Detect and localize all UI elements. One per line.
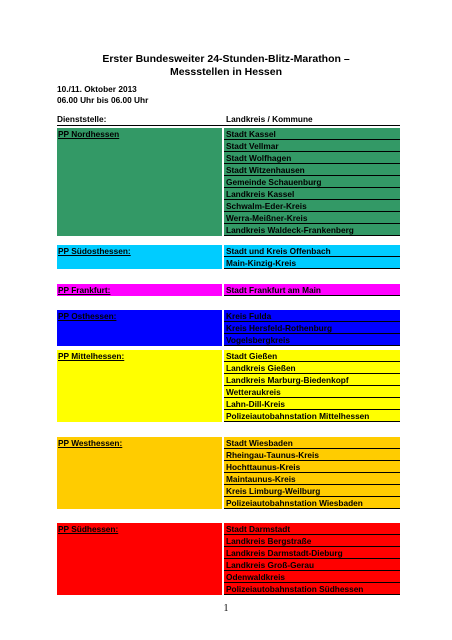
kommune-item: Lahn-Dill-Kreis: [224, 398, 400, 410]
dienststelle-cell: [57, 350, 222, 422]
kommune-item: Vogelsbergkreis: [224, 334, 400, 346]
kommune-item: Kreis Fulda: [224, 310, 400, 322]
police-district-group: [57, 245, 400, 269]
dienststelle-name: PP Nordhessen: [58, 129, 120, 139]
kommune-list: [224, 437, 400, 509]
police-district-group: [57, 523, 400, 595]
police-district-group: [57, 284, 400, 296]
kommune-item: Stadt Frankfurt am Main: [224, 284, 400, 296]
kommune-item: Kreis Hersfeld-Rothenburg: [224, 322, 400, 334]
kommune-list: [224, 128, 400, 236]
time-line: 06.00 Uhr bis 06.00 Uhr: [57, 95, 149, 105]
kommune-item: Landkreis Bergstraße: [224, 535, 400, 547]
dienststelle-name: PP Südhessen:: [58, 524, 119, 534]
kommune-item: Hochttaunus-Kreis: [224, 461, 400, 473]
kommune-item: Werra-Meißner-Kreis: [224, 212, 400, 224]
kommune-item: Stadt Darmstadt: [224, 523, 400, 535]
kommune-item: Stadt und Kreis Offenbach: [224, 245, 400, 257]
kommune-item: Landkreis Darmstadt-Dieburg: [224, 547, 400, 559]
kommune-item: Stadt Kassel: [224, 128, 400, 140]
kommune-item: Landkreis Marburg-Biedenkopf: [224, 374, 400, 386]
kommune-item: Stadt Wiesbaden: [224, 437, 400, 449]
police-district-group: [57, 310, 400, 346]
kommune-list: [224, 310, 400, 346]
dienststelle-name: PP Südosthessen:: [58, 246, 131, 256]
dienststelle-cell: [57, 523, 222, 595]
dienststelle-cell: [57, 284, 222, 296]
dienststelle-name: PP Frankfurt:: [58, 285, 111, 295]
kommune-item: Gemeinde Schauenburg: [224, 176, 400, 188]
police-district-group: [57, 128, 400, 236]
kommune-item: Landkreis Waldeck-Frankenberg: [224, 224, 400, 236]
police-district-group: [57, 350, 400, 422]
dienststelle-name: PP Westhessen:: [58, 438, 123, 448]
column-header-kommune: Landkreis / Kommune: [226, 114, 313, 124]
kommune-list: [224, 523, 400, 595]
kommune-item: Odenwaldkreis: [224, 571, 400, 583]
dienststelle-cell: [57, 437, 222, 509]
kommune-item: Stadt Witzenhausen: [224, 164, 400, 176]
dienststelle-name: PP Mittelhessen:: [58, 351, 125, 361]
dienststelle-name: PP Osthessen:: [58, 311, 117, 321]
header-divider: [57, 125, 400, 126]
document-title-line1: Erster Bundesweiter 24-Stunden-Blitz-Marathon –: [102, 53, 350, 65]
dienststelle-cell: [57, 245, 222, 269]
kommune-item: Wetteraukreis: [224, 386, 400, 398]
column-header-dienststelle: Dienststelle:: [57, 114, 107, 124]
police-district-group: [57, 437, 400, 509]
kommune-item: Schwalm-Eder-Kreis: [224, 200, 400, 212]
dienststelle-cell: [57, 310, 222, 346]
kommune-item: Polizeiautobahnstation Mittelhessen: [224, 410, 400, 422]
kommune-item: Landkreis Groß-Gerau: [224, 559, 400, 571]
kommune-item: Kreis Limburg-Weilburg: [224, 485, 400, 497]
date-line: 10./11. Oktober 2013: [57, 84, 137, 94]
kommune-item: Landkreis Gießen: [224, 362, 400, 374]
date-block: [57, 84, 148, 106]
kommune-list: [224, 350, 400, 422]
kommune-list: [224, 284, 400, 296]
document-title-line2: Messstellen in Hessen: [169, 66, 283, 78]
page-number: 1: [223, 603, 229, 614]
dienststelle-cell: [57, 128, 222, 236]
kommune-item: Maintaunus-Kreis: [224, 473, 400, 485]
kommune-item: Polizeiautobahnstation Wiesbaden: [224, 497, 400, 509]
kommune-item: Polizeiautobahnstation Südhessen: [224, 583, 400, 595]
kommune-item: Stadt Gießen: [224, 350, 400, 362]
kommune-list: [224, 245, 400, 269]
kommune-item: Stadt Vellmar: [224, 140, 400, 152]
kommune-item: Landkreis Kassel: [224, 188, 400, 200]
kommune-item: Main-Kinzig-Kreis: [224, 257, 400, 269]
kommune-item: Rheingau-Taunus-Kreis: [224, 449, 400, 461]
kommune-item: Stadt Wolfhagen: [224, 152, 400, 164]
